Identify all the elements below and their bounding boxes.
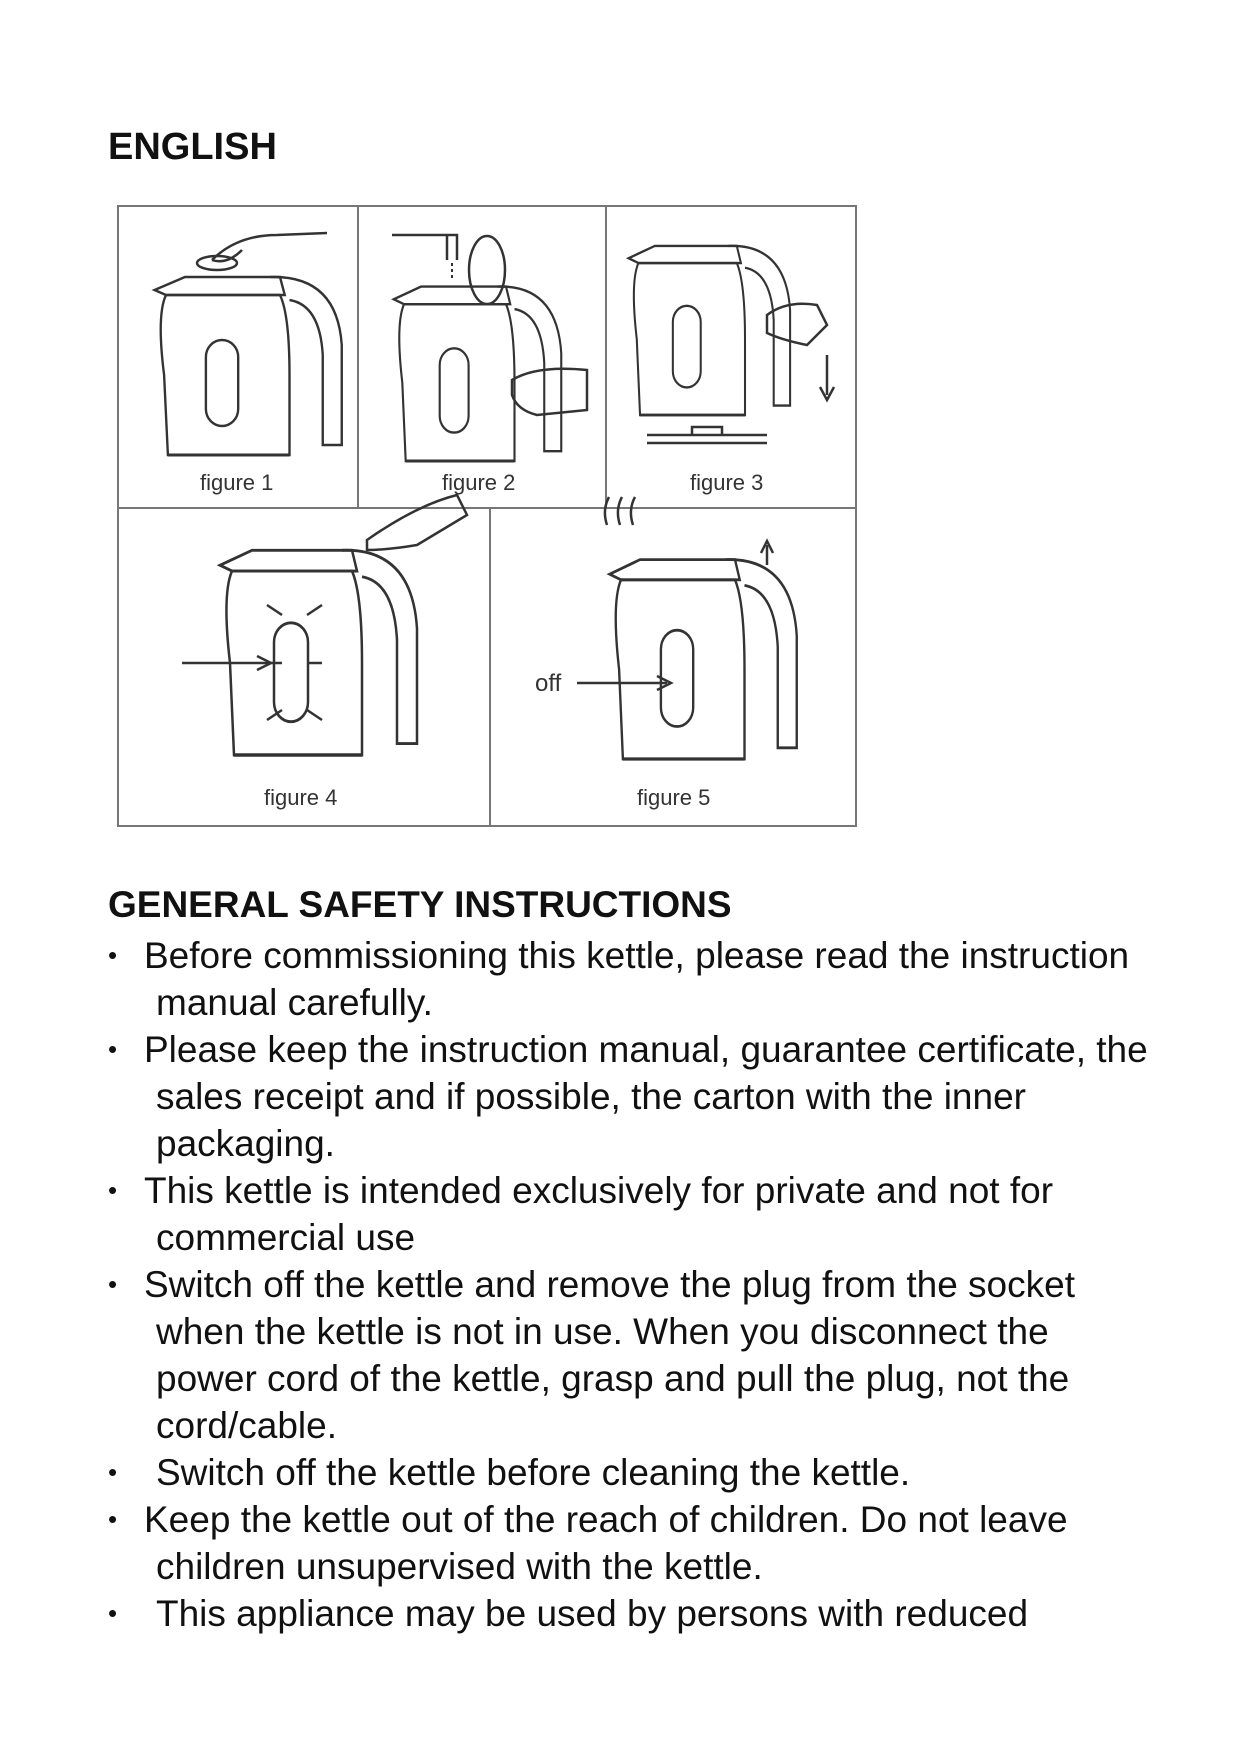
list-item: [108, 1026, 1148, 1167]
bullet-icon: •: [108, 1269, 118, 1299]
safety-instructions-list: [108, 932, 1148, 1637]
figures-illustration: [117, 205, 857, 827]
list-item-text: This kettle is intended exclusively for private and not for commercial use: [144, 1170, 1054, 1258]
bullet-icon: •: [108, 940, 118, 970]
bullet-icon: •: [108, 1598, 118, 1628]
figure-4-label: figure 4: [264, 785, 338, 810]
list-item: [108, 932, 1148, 1026]
list-item: [108, 1167, 1148, 1261]
list-item-text: Switch off the kettle and remove the plug from the socket when the kettle is not in use. When you disconnect the power cord of the kettle, grasp and pull the plug, not the cord/cable.: [144, 1264, 1075, 1446]
figure-5-label: figure 5: [637, 785, 711, 810]
list-item: [108, 1496, 1148, 1590]
bullet-icon: •: [108, 1175, 118, 1205]
list-item-text: Before commissioning this kettle, please read the instruction manual carefully.: [144, 935, 1130, 1023]
list-item: [108, 1590, 1148, 1637]
list-item: [108, 1449, 1148, 1496]
figure-2-label: figure 2: [442, 470, 516, 495]
list-item-text: This appliance may be used by persons with reduced: [156, 1593, 1029, 1634]
bullet-icon: •: [108, 1504, 118, 1534]
bullet-icon: •: [108, 1034, 118, 1064]
list-item: [108, 1261, 1148, 1449]
off-label: off: [535, 670, 562, 697]
list-item-text: Please keep the instruction manual, guarantee certificate, the sales receipt and if possible, the carton with the inner packaging.: [144, 1029, 1148, 1164]
list-item-text: Switch off the kettle before cleaning the kettle.: [156, 1452, 911, 1493]
safety-heading: GENERAL SAFETY INSTRUCTIONS: [108, 884, 732, 925]
figure-1-label: figure 1: [200, 470, 274, 495]
figure-3-label: figure 3: [690, 470, 764, 495]
language-heading: ENGLISH: [108, 126, 277, 168]
list-item-text: Keep the kettle out of the reach of children. Do not leave children unsupervised with the kettle.: [144, 1499, 1068, 1587]
bullet-icon: •: [108, 1457, 118, 1487]
kettle-usage-figures: [117, 205, 857, 827]
